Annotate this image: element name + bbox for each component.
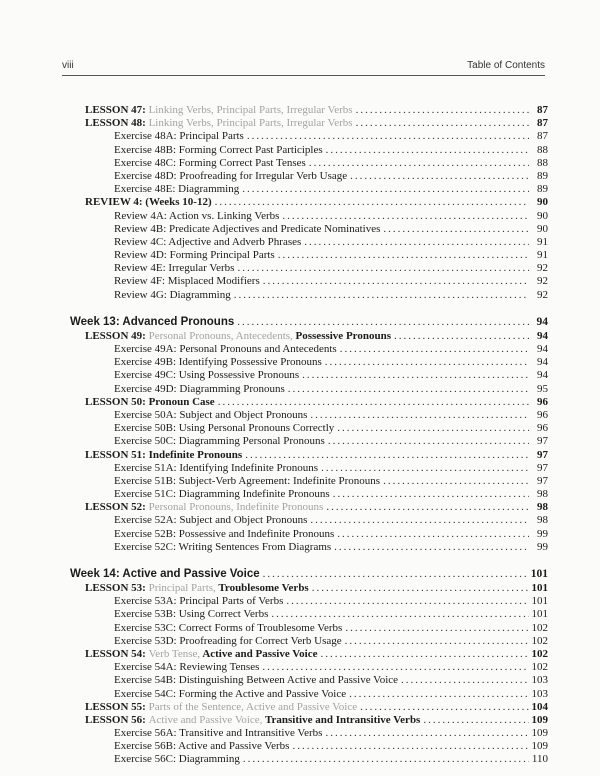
entry-title-main: Exercise 49C: Using Possessive Pronouns (114, 369, 300, 382)
entry-page-number: 95 (537, 382, 548, 395)
page-number: viii (62, 60, 74, 71)
toc-entry-exercise[interactable] (70, 383, 548, 396)
entry-page-number: 102 (531, 661, 548, 674)
entry-title (114, 595, 283, 608)
entry-review-topics: Principal Parts, (148, 582, 216, 594)
dot-leader (302, 369, 529, 382)
entry-page-number: 96 (537, 395, 548, 408)
entry-page-number: 97 (537, 448, 548, 461)
running-title: Table of Contents (467, 60, 545, 71)
dot-leader (321, 648, 529, 661)
dot-leader (337, 528, 529, 541)
entry-title-main: Exercise 54B: Distinguishing Between Active and Passive Voice (114, 674, 399, 687)
entry-title-main: Review 4F: Misplaced Modifiers (114, 275, 260, 288)
toc-entry-lesson[interactable] (70, 714, 548, 727)
entry-title (114, 369, 299, 382)
dot-leader (286, 595, 528, 608)
entry-title (85, 330, 391, 343)
entry-title-main: Exercise 48C: Forming Correct Past Tenses (114, 156, 306, 169)
entry-title-main: Week 13: Advanced Pronouns (70, 315, 235, 328)
dot-leader (218, 396, 529, 409)
entry-title (85, 582, 309, 595)
toc-entry-exercise[interactable] (70, 514, 548, 527)
entry-title (114, 622, 342, 635)
entry-title-main: Exercise 48B: Forming Correct Past Participles (114, 143, 323, 156)
entry-review-topics: Parts of the Sentence, Active and Passive Voice (148, 700, 358, 713)
dot-leader (383, 223, 529, 236)
dot-leader (325, 727, 528, 740)
entry-title (85, 196, 212, 209)
entry-title (114, 249, 275, 262)
entry-title (114, 514, 307, 527)
section-gap (70, 554, 548, 566)
entry-title (114, 409, 307, 422)
entry-review-topics: Linking Verbs, Principal Parts, Irregular Verbs (148, 117, 353, 130)
dot-leader (288, 383, 529, 396)
entry-title-main: Exercise 48E: Diagramming (114, 183, 240, 196)
entry-title (114, 356, 322, 369)
entry-page-number: 87 (537, 104, 548, 116)
entry-title-main: LESSON 49: (85, 329, 146, 342)
dot-leader (310, 409, 529, 422)
entry-title (114, 223, 380, 236)
entry-title-main: Exercise 51C: Diagramming Indefinite Pronouns (114, 488, 330, 501)
entry-title (114, 383, 285, 396)
toc-entry-exercise[interactable] (70, 236, 548, 249)
dot-leader (247, 130, 529, 143)
entry-title (85, 501, 323, 514)
toc-entry-exercise[interactable] (70, 289, 548, 302)
entry-page-number: 109 (531, 727, 548, 740)
entry-title (114, 541, 331, 554)
entry-title-main: Exercise 56A: Transitive and Intransitive Verbs (114, 727, 323, 740)
toc-entry-exercise[interactable] (70, 369, 548, 382)
toc-entry-week[interactable] (70, 314, 548, 330)
entry-title (114, 635, 342, 648)
entry-title-main: Review 4D: Forming Principal Parts (114, 249, 275, 262)
entry-title (114, 528, 334, 541)
entry-title (114, 422, 334, 435)
entry-title (85, 117, 353, 130)
entry-title (85, 396, 215, 409)
toc-entry-exercise[interactable] (70, 223, 548, 236)
entry-page-number: 102 (531, 621, 548, 634)
dot-leader (383, 475, 529, 488)
running-header (62, 60, 545, 71)
toc-entry-exercise[interactable] (70, 356, 548, 369)
entry-title (114, 727, 322, 740)
entry-title (114, 262, 234, 275)
dot-leader (304, 236, 529, 249)
dot-leader (345, 622, 528, 635)
toc-entry-exercise[interactable] (70, 435, 548, 448)
entry-title (114, 210, 279, 223)
entry-title (85, 104, 353, 117)
entry-title (114, 674, 398, 687)
entry-title-main: Exercise 48D: Proofreading for Irregular Verb Usage (114, 169, 348, 182)
entry-title-main: REVIEW 4: (Weeks 10-12) (85, 196, 212, 209)
entry-page-number: 96 (537, 422, 548, 435)
toc-entry-exercise[interactable] (70, 157, 548, 170)
entry-page-number: 109 (531, 740, 548, 753)
dot-leader (282, 210, 529, 223)
dot-leader (271, 608, 528, 621)
entry-page-number: 89 (537, 169, 548, 182)
dot-leader (326, 144, 529, 157)
entry-page-number: 97 (537, 461, 548, 474)
dot-leader (312, 582, 529, 595)
dot-leader (423, 714, 528, 727)
entry-page-number: 99 (537, 540, 548, 553)
entry-title-main: LESSON 47: (85, 104, 146, 116)
dot-leader (394, 330, 529, 343)
entry-page-number: 92 (537, 288, 548, 301)
entry-page-number: 87 (537, 117, 548, 130)
dot-leader (350, 170, 529, 183)
entry-new-topic: Troublesome Verbs (218, 582, 309, 594)
toc-entry-lesson[interactable] (70, 396, 548, 409)
dot-leader (333, 488, 529, 501)
entry-new-topic: Active and Passive Voice (202, 647, 318, 660)
dot-leader (237, 314, 529, 330)
entry-title-main: Review 4A: Action vs. Linking Verbs (114, 209, 280, 222)
entry-title (114, 236, 301, 249)
entry-title (114, 183, 239, 196)
toc-entry-exercise[interactable] (70, 688, 548, 701)
dot-leader (349, 688, 528, 701)
toc-entry-exercise[interactable] (70, 275, 548, 288)
entry-page-number: 94 (537, 329, 548, 342)
entry-title-main: LESSON 50: Pronoun Case (85, 395, 215, 408)
entry-page-number: 89 (537, 183, 548, 196)
toc-entry-exercise[interactable] (70, 740, 548, 753)
toc-entry-exercise[interactable] (70, 674, 548, 687)
entry-title (114, 488, 330, 501)
entry-title (114, 157, 306, 170)
entry-page-number: 110 (531, 753, 548, 766)
entry-page-number: 90 (537, 209, 548, 222)
header-rule (62, 75, 545, 76)
dot-leader (321, 462, 529, 475)
dot-leader (360, 701, 528, 714)
entry-title-main: Exercise 53A: Principal Parts of Verbs (114, 595, 284, 608)
entry-title (114, 275, 260, 288)
toc-entry-exercise[interactable] (70, 753, 548, 766)
dot-leader (245, 449, 529, 462)
toc-entry-exercise[interactable] (70, 210, 548, 223)
entry-page-number: 99 (537, 527, 548, 540)
entry-page-number: 94 (537, 356, 548, 369)
toc-entry-lesson[interactable] (70, 701, 548, 714)
entry-title-main: Review 4B: Predicate Adjectives and Predicate Nominatives (114, 222, 381, 235)
toc-entry-exercise[interactable] (70, 661, 548, 674)
dot-leader (328, 435, 529, 448)
entry-title-main: Exercise 53B: Using Correct Verbs (114, 608, 269, 621)
toc-entry-exercise[interactable] (70, 528, 548, 541)
dot-leader (309, 157, 529, 170)
entry-title-main: Exercise 52B: Possessive and Indefinite Pronouns (114, 527, 335, 540)
toc-entry-exercise[interactable] (70, 170, 548, 183)
entry-title-main: Review 4G: Diagramming (114, 288, 231, 301)
dot-leader (263, 566, 528, 582)
toc-entry-exercise[interactable] (70, 409, 548, 422)
entry-page-number: 91 (537, 235, 548, 248)
dot-leader (334, 541, 529, 554)
entry-title-main: Review 4C: Adjective and Adverb Phrases (114, 235, 302, 248)
dot-leader (278, 249, 529, 262)
entry-title-main: LESSON 54: (85, 647, 146, 660)
entry-title-main: Exercise 50A: Subject and Object Pronouns (114, 408, 308, 421)
entry-title (114, 130, 244, 143)
entry-page-number: 101 (530, 568, 548, 580)
toc-entry-exercise[interactable] (70, 422, 548, 435)
toc-entry-exercise[interactable] (70, 475, 548, 488)
entry-title-main: Exercise 51A: Identifying Indefinite Pronouns (114, 461, 319, 474)
entry-page-number: 92 (537, 275, 548, 288)
toc-entry-exercise[interactable] (70, 462, 548, 475)
table-of-contents (70, 104, 548, 767)
entry-page-number: 90 (537, 222, 548, 235)
entry-page-number: 97 (537, 474, 548, 487)
entry-title (114, 462, 318, 475)
entry-title (70, 566, 260, 582)
entry-review-topics: Personal Pronouns, Antecedents, (148, 329, 293, 342)
entry-title-main: Exercise 54A: Reviewing Tenses (114, 661, 260, 674)
dot-leader (292, 740, 528, 753)
entry-page-number: 88 (537, 156, 548, 169)
entry-page-number: 92 (537, 262, 548, 275)
toc-entry-exercise[interactable] (70, 249, 548, 262)
toc-entry-exercise[interactable] (70, 608, 548, 621)
dot-leader (215, 196, 529, 209)
dot-leader (340, 343, 529, 356)
entry-title-main: Week 14: Active and Passive Voice (70, 568, 260, 580)
toc-entry-exercise[interactable] (70, 183, 548, 196)
entry-page-number: 97 (537, 435, 548, 448)
dot-leader (263, 275, 529, 288)
toc-entry-exercise[interactable] (70, 130, 548, 143)
entry-title-main: Review 4E: Irregular Verbs (114, 262, 235, 275)
entry-title-main: LESSON 52: (85, 501, 146, 514)
toc-entry-exercise[interactable] (70, 488, 548, 501)
dot-leader (237, 262, 529, 275)
entry-title (85, 449, 242, 462)
entry-review-topics: Linking Verbs, Principal Parts, Irregular Verbs (148, 104, 353, 116)
dot-leader (326, 501, 529, 514)
dot-leader (401, 674, 528, 687)
entry-title (114, 740, 289, 753)
entry-page-number: 104 (531, 700, 548, 713)
entry-page-number: 109 (531, 713, 548, 726)
entry-title-main: LESSON 48: (85, 117, 146, 130)
entry-review-topics: Verb Tense, (148, 647, 201, 660)
entry-title-main: LESSON 53: (85, 582, 146, 594)
entry-page-number: 96 (537, 408, 548, 421)
entry-title-main: Exercise 49A: Personal Pronouns and Antecedents (114, 343, 337, 355)
entry-title (114, 343, 337, 356)
dot-leader (356, 117, 529, 130)
entry-title (114, 170, 347, 183)
entry-title (114, 475, 380, 488)
toc-entry-exercise[interactable] (70, 622, 548, 635)
entry-page-number: 102 (531, 634, 548, 647)
entry-title (114, 435, 325, 448)
toc-entry-lesson[interactable] (70, 117, 548, 130)
toc-entry-exercise[interactable] (70, 635, 548, 648)
dot-leader (262, 661, 528, 674)
toc-entry-lesson[interactable] (70, 582, 548, 595)
dot-leader (356, 104, 529, 117)
entry-page-number: 88 (537, 143, 548, 156)
toc-entry-exercise[interactable] (70, 343, 548, 356)
dot-leader (234, 289, 529, 302)
entry-title-main: Exercise 56B: Active and Passive Verbs (114, 740, 290, 753)
toc-entry-exercise[interactable] (70, 727, 548, 740)
toc-entry-exercise[interactable] (70, 541, 548, 554)
entry-title-main: Exercise 56C: Diagramming (114, 753, 240, 766)
toc-entry-lesson[interactable] (70, 196, 548, 209)
entry-title (85, 701, 357, 714)
entry-title (70, 314, 234, 330)
entry-title-main: Exercise 53D: Proofreading for Correct Verb Usage (114, 634, 342, 647)
entry-title-main: Exercise 53C: Correct Forms of Troublesome Verbs (114, 621, 343, 634)
entry-title-main: Exercise 50C: Diagramming Personal Pronouns (114, 435, 325, 448)
entry-page-number: 103 (531, 687, 548, 700)
entry-page-number: 87 (537, 130, 548, 143)
entry-page-number: 103 (531, 674, 548, 687)
entry-title (114, 688, 346, 701)
entry-title-main: Exercise 50B: Using Personal Pronouns Correctly (114, 422, 335, 435)
toc-entry-exercise[interactable] (70, 262, 548, 275)
entry-title-main: Exercise 51B: Subject-Verb Agreement: Indefinite Pronouns (114, 474, 381, 487)
entry-title-main: Exercise 49B: Identifying Possessive Pronouns (114, 356, 322, 369)
entry-new-topic: Possessive Pronouns (295, 329, 391, 342)
toc-entry-exercise[interactable] (70, 144, 548, 157)
entry-title (85, 648, 318, 661)
entry-title-main: LESSON 56: (85, 713, 146, 726)
entry-page-number: 98 (537, 501, 548, 514)
toc-entry-lesson[interactable] (70, 330, 548, 343)
entry-page-number: 101 (531, 608, 548, 621)
entry-title-main: Exercise 52C: Writing Sentences From Diagrams (114, 540, 332, 553)
entry-review-topics: Personal Pronouns, Indefinite Pronouns (148, 501, 324, 514)
dot-leader (325, 356, 529, 369)
entry-title-main: LESSON 51: Indefinite Pronouns (85, 448, 243, 461)
entry-title-main: LESSON 55: (85, 700, 146, 713)
entry-review-topics: Active and Passive Voice, (148, 713, 263, 726)
toc-entry-lesson[interactable] (70, 449, 548, 462)
dot-leader (337, 422, 529, 435)
entry-title-main: Exercise 48A: Principal Parts (114, 130, 244, 143)
entry-title-main: Exercise 49D: Diagramming Pronouns (114, 382, 285, 395)
entry-page-number: 102 (531, 647, 548, 660)
toc-entry-lesson[interactable] (70, 501, 548, 514)
dot-leader (242, 183, 529, 196)
entry-page-number: 91 (537, 249, 548, 262)
entry-title (114, 661, 259, 674)
toc-entry-week[interactable] (70, 566, 548, 582)
entry-title (85, 714, 420, 727)
dot-leader (310, 514, 529, 527)
entry-page-number: 101 (531, 595, 548, 608)
entry-new-topic: Transitive and Intransitive Verbs (265, 713, 421, 726)
entry-title (114, 753, 240, 766)
toc-entry-exercise[interactable] (70, 595, 548, 608)
entry-page-number: 94 (537, 343, 548, 355)
dot-leader (345, 635, 529, 648)
dot-leader (243, 753, 529, 766)
entry-page-number: 101 (531, 582, 548, 594)
entry-title-main: Exercise 54C: Forming the Active and Passive Voice (114, 687, 347, 700)
entry-page-number: 94 (536, 315, 548, 328)
entry-title (114, 144, 323, 157)
toc-entry-lesson[interactable] (70, 648, 548, 661)
entry-page-number: 98 (537, 488, 548, 501)
entry-title (114, 289, 231, 302)
entry-title (114, 608, 268, 621)
toc-entry-lesson[interactable] (70, 104, 548, 117)
entry-page-number: 90 (537, 196, 548, 209)
entry-title-main: Exercise 52A: Subject and Object Pronouns (114, 514, 308, 527)
section-gap (70, 302, 548, 314)
entry-page-number: 94 (537, 369, 548, 382)
entry-page-number: 98 (537, 514, 548, 527)
